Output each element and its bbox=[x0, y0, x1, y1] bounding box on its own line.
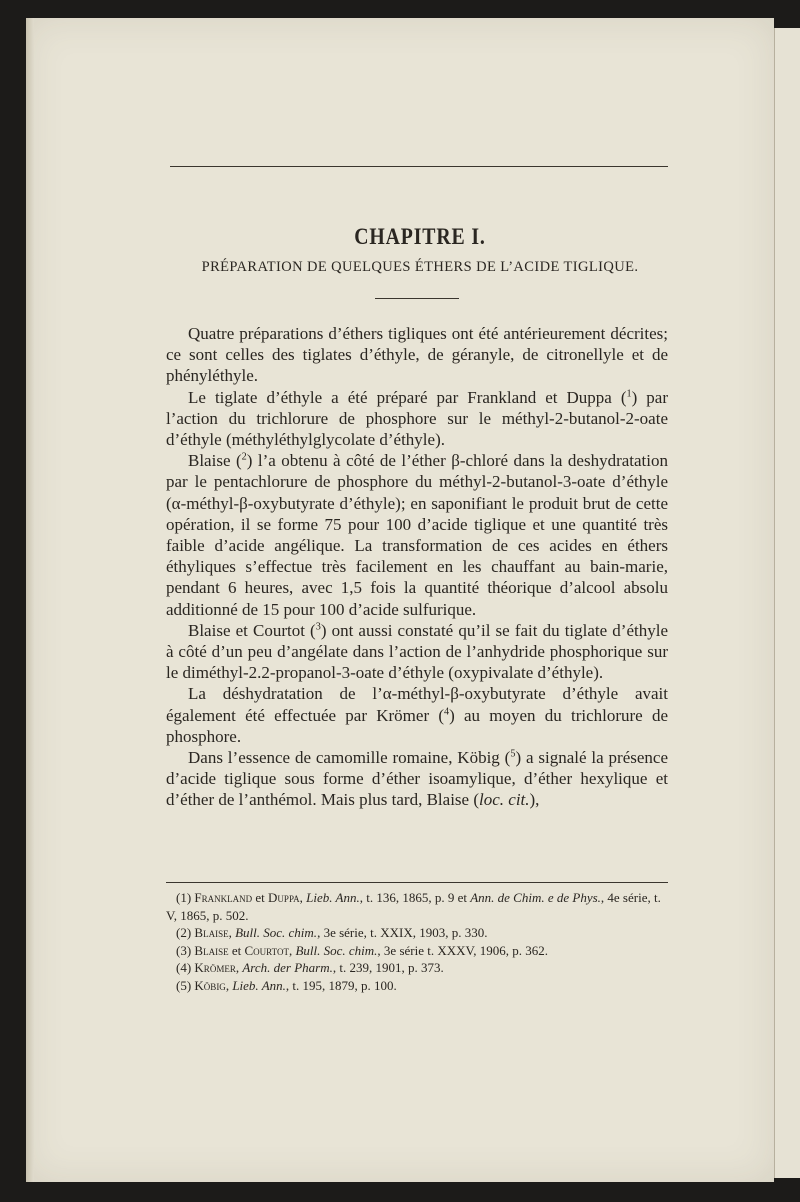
chapter-title: CHAPITRE I. bbox=[354, 224, 486, 249]
footnote-1: (1) Frankland et Duppa, Lieb. Ann., t. 136, 1865, p. 9 et Ann. de Chim. e de Phys., 4e série, t. V, 1865, p. 502. bbox=[166, 890, 661, 923]
page-edge bbox=[26, 18, 34, 1182]
paragraph-3: Blaise ($^2$) l’a obtenu à côté de l’éther β-chloré dans la deshydratation par le pentachlorure de phosphore du méthyl-2-butanol-3-oate d’éthyle (α-méthyl-β-oxybutyrate d’éthyle); en saponifiant le produit brut de cette opération, il se forme 75 pour 100 d’acide tiglique et une quantité très faible d’acide angélique. La transformation de ces acides en éthers éthyliques s’effectue très facilement en les chauffant au bain-marie, pendant 6 heures, avec 1,5 fois la quantité théorique d’alcool absolu additionné de 15 pour 100 d’acide sulfurique. bbox=[166, 451, 668, 619]
body-text bbox=[166, 323, 668, 811]
footnote-ref[interactable]: 4 bbox=[444, 706, 450, 717]
header-rule bbox=[170, 166, 668, 167]
footnote-ref[interactable]: 2 bbox=[241, 451, 247, 463]
title-divider bbox=[375, 298, 459, 299]
footnote-ref[interactable]: 5 bbox=[510, 748, 516, 760]
footnote-ref[interactable]: 3 bbox=[315, 621, 321, 633]
footnote-5: (5) Köbig, Lieb. Ann., t. 195, 1879, p. 100. bbox=[176, 977, 397, 993]
paragraph-1: Quatre préparations d’éthers tigliques ont été antérieurement décrites; ce sont celles des tiglates d’éthyle, de géranyle, de citronellyle et de phényléthyle. bbox=[166, 324, 668, 386]
footnote-3: (3) Blaise et Courtot, Bull. Soc. chim., 3e série t. XXXV, 1906, p. 362. bbox=[176, 942, 548, 958]
chapter-subtitle: PRÉPARATION DE QUELQUES ÉTHERS DE L’ACIDE TIGLIQUE. bbox=[201, 259, 639, 275]
footnote-rule bbox=[166, 882, 668, 883]
paragraph-6: Dans l’essence de camomille romaine, Köbig ($^5$) a signalé la présence d’acide tiglique sous forme d’éther isoamylique, d’éther hexylique et d’éther de l’anthémol. Mais plus tard, Blaise (loc. cit.), bbox=[166, 748, 668, 810]
adjacent-page-edge bbox=[774, 28, 800, 1178]
paragraph-4: Blaise et Courtot ($^3$) ont aussi constaté qu’il se fait du tiglate d’éthyle à côté d’un peu d’angélate dans l’action de l’anhydride phosphorique sur le diméthyl-2.2-propanol-3-oate d’éthyle (oxypivalate d’éthyle). bbox=[166, 620, 669, 683]
footnote-2: (2) Blaise, Bull. Soc. chim., 3e série, t. XXIX, 1903, p. 330. bbox=[176, 925, 488, 940]
paragraph-5: La déshydratation de l’α-méthyl-β-oxybutyrate d’éthyle avait également été effectuée par Krömer ($^4$) au moyen du trichlorure de phosphore. bbox=[166, 684, 668, 746]
paragraph-2: Le tiglate d’éthyle a été préparé par Frankland et Duppa ($^1$) par l’action du trichlorure de phosphore sur le méthyl-2-butanol-2-oate d’éthyle (méthyléthylglycolate d’éthyle). bbox=[166, 387, 668, 450]
footnote-ref[interactable]: 1 bbox=[626, 387, 632, 399]
footnote-4: (4) Krömer, Arch. der Pharm., t. 239, 1901, p. 373. bbox=[176, 960, 444, 975]
footnotes bbox=[166, 889, 668, 994]
